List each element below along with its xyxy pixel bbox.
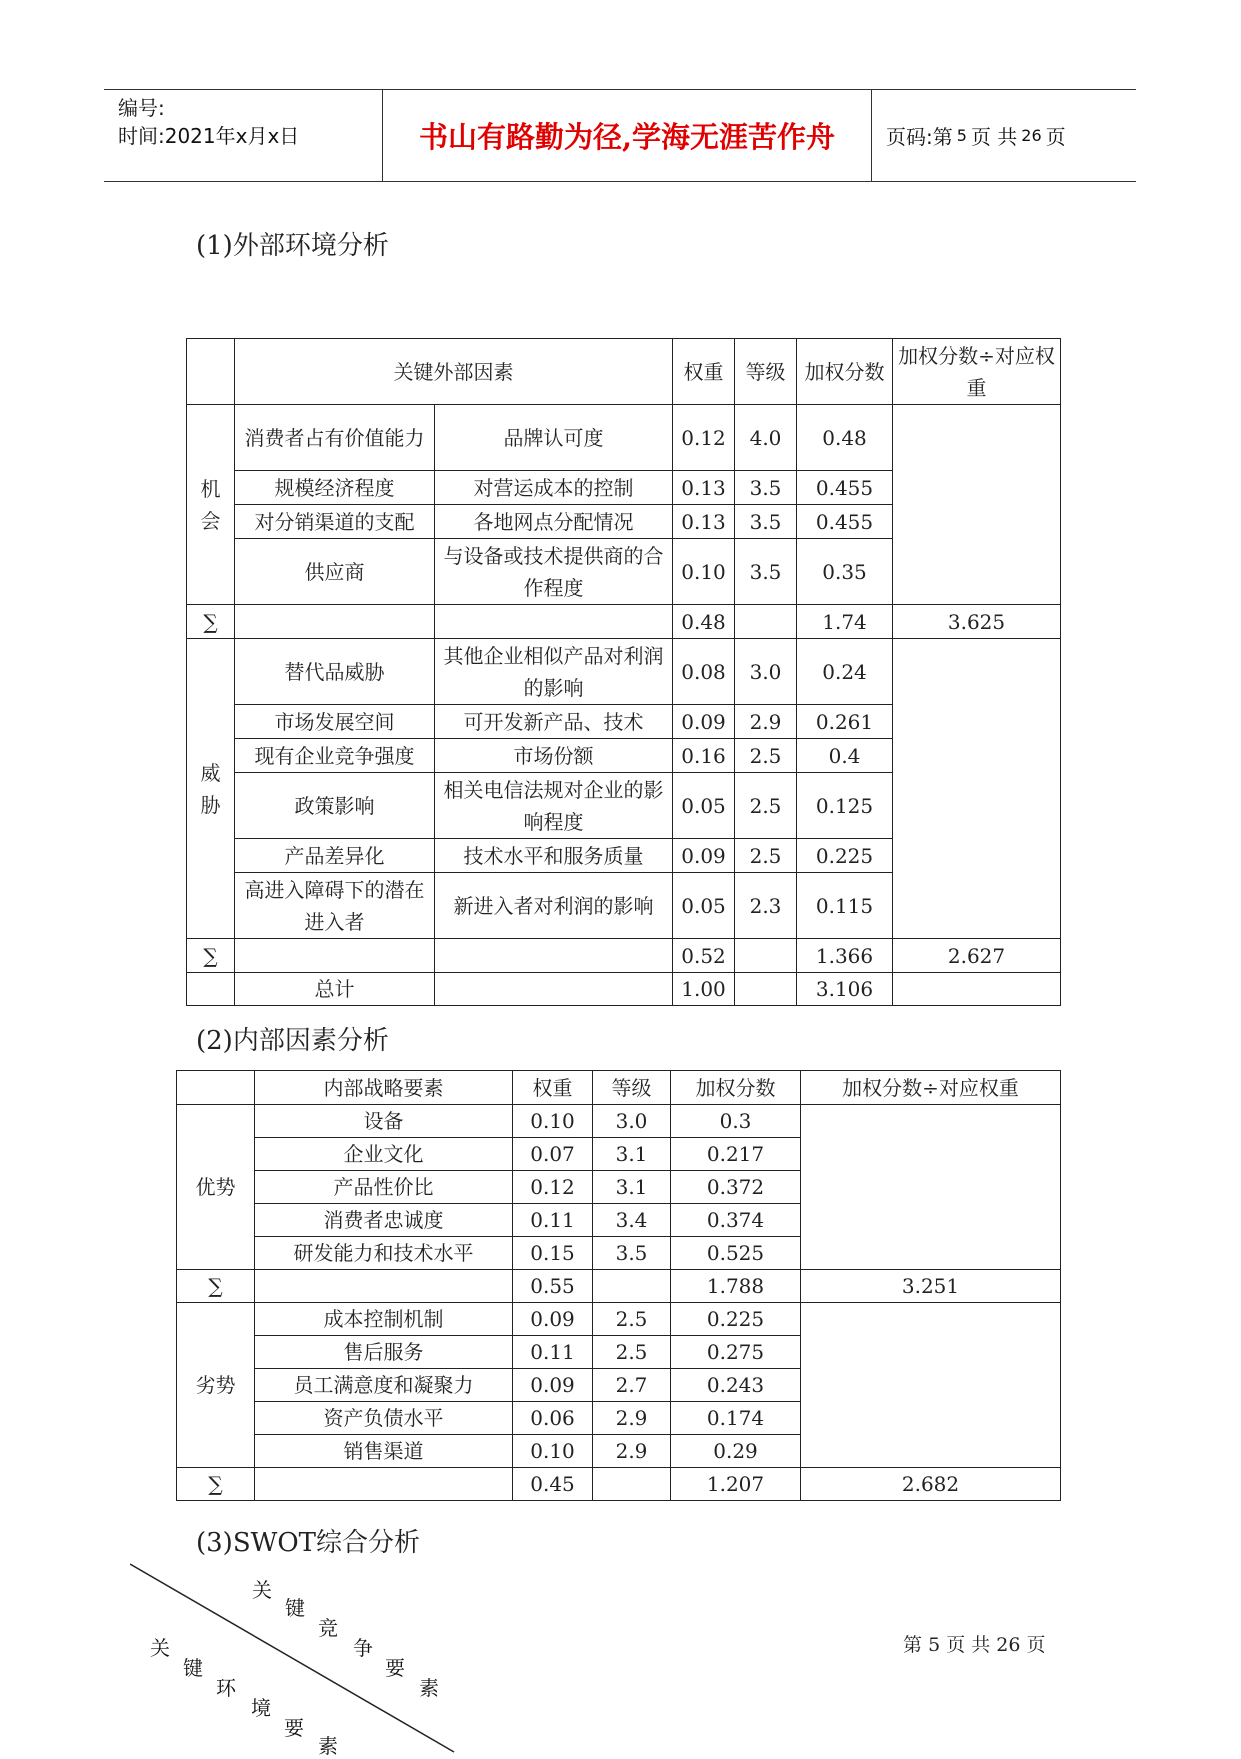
score-cell: 0.29 bbox=[671, 1435, 801, 1468]
total-row bbox=[187, 973, 1061, 1006]
weight-cell: 0.05 bbox=[673, 773, 735, 839]
factor-cell: 企业文化 bbox=[255, 1138, 513, 1171]
group-weakness: 劣势 bbox=[177, 1303, 255, 1468]
page-label-b: 页 共 bbox=[970, 125, 1018, 149]
factor-cell: 产品差异化 bbox=[235, 839, 435, 873]
table2-head-weight: 权重 bbox=[513, 1071, 593, 1105]
grade-cell: 2.7 bbox=[593, 1369, 671, 1402]
grade-cell: 2.5 bbox=[735, 839, 797, 873]
factor-cell: 产品性价比 bbox=[255, 1171, 513, 1204]
score-cell: 0.261 bbox=[797, 705, 893, 739]
internal-factors-table bbox=[176, 1070, 1061, 1501]
corner-top-char: 争 bbox=[353, 1636, 373, 1660]
factor-cell: 消费者占有价值能力 bbox=[235, 405, 435, 471]
group-strength: 优势 bbox=[177, 1105, 255, 1270]
weight-cell: 0.13 bbox=[673, 471, 735, 505]
factor-cell: 消费者忠诚度 bbox=[255, 1204, 513, 1237]
strength-sum-row bbox=[177, 1270, 1061, 1303]
table2-head-ratio: 加权分数÷对应权重 bbox=[801, 1071, 1061, 1105]
grade-cell: 2.5 bbox=[735, 773, 797, 839]
score-cell: 0.48 bbox=[797, 405, 893, 471]
empty-cell bbox=[255, 1270, 513, 1303]
weight-cell: 0.10 bbox=[673, 539, 735, 605]
table2-head-score: 加权分数 bbox=[671, 1071, 801, 1105]
corner-top-char: 键 bbox=[285, 1596, 305, 1620]
detail-cell: 其他企业相似产品对利润的影响 bbox=[435, 639, 673, 705]
weight-cell: 0.10 bbox=[513, 1435, 593, 1468]
total-weight-cell: 1.00 bbox=[673, 973, 735, 1006]
empty-cell bbox=[735, 605, 797, 639]
table1-corner-cell bbox=[187, 339, 235, 405]
score-cell: 0.115 bbox=[797, 873, 893, 939]
table2-head-factor: 内部战略要素 bbox=[255, 1071, 513, 1105]
corner-top-char: 要 bbox=[385, 1656, 405, 1680]
factor-cell: 资产负债水平 bbox=[255, 1402, 513, 1435]
weight-cell: 0.08 bbox=[673, 639, 735, 705]
score-cell: 0.35 bbox=[797, 539, 893, 605]
factor-cell: 成本控制机制 bbox=[255, 1303, 513, 1336]
page-label-c: 页 bbox=[1045, 125, 1066, 149]
sum-score-cell: 1.74 bbox=[797, 605, 893, 639]
factor-cell: 售后服务 bbox=[255, 1336, 513, 1369]
sum-weight-cell: 0.48 bbox=[673, 605, 735, 639]
weight-cell: 0.11 bbox=[513, 1336, 593, 1369]
grade-cell: 2.9 bbox=[593, 1435, 671, 1468]
weight-cell: 0.13 bbox=[673, 505, 735, 539]
grade-cell: 3.5 bbox=[735, 471, 797, 505]
grade-cell: 3.0 bbox=[735, 639, 797, 705]
sigma-cell: ∑ bbox=[177, 1270, 255, 1303]
empty-cell bbox=[187, 973, 235, 1006]
score-cell: 0.225 bbox=[797, 839, 893, 873]
page-number: 5 bbox=[956, 126, 967, 145]
score-cell: 0.455 bbox=[797, 505, 893, 539]
table-row bbox=[187, 405, 1061, 471]
detail-cell: 技术水平和服务质量 bbox=[435, 839, 673, 873]
sum-ratio-cell: 2.627 bbox=[893, 939, 1061, 973]
table2-corner-cell bbox=[177, 1071, 255, 1105]
threat-sum-row bbox=[187, 939, 1061, 973]
sigma-cell: ∑ bbox=[187, 605, 235, 639]
weight-cell: 0.09 bbox=[513, 1369, 593, 1402]
sigma-cell: ∑ bbox=[177, 1468, 255, 1501]
ratio-cell-empty bbox=[893, 405, 1061, 605]
weight-cell: 0.05 bbox=[673, 873, 735, 939]
table1-head-factor: 关键外部因素 bbox=[235, 339, 673, 405]
detail-cell: 相关电信法规对企业的影响程度 bbox=[435, 773, 673, 839]
opportunity-sum-row bbox=[187, 605, 1061, 639]
sum-score-cell: 1.788 bbox=[671, 1270, 801, 1303]
sum-ratio-cell: 2.682 bbox=[801, 1468, 1061, 1501]
weight-cell: 0.12 bbox=[673, 405, 735, 471]
ratio-cell-empty bbox=[801, 1303, 1061, 1468]
detail-cell: 与设备或技术提供商的合作程度 bbox=[435, 539, 673, 605]
grade-cell: 3.5 bbox=[735, 505, 797, 539]
empty-cell bbox=[235, 939, 435, 973]
factor-cell: 现有企业竞争强度 bbox=[235, 739, 435, 773]
score-cell: 0.455 bbox=[797, 471, 893, 505]
doc-time-label: 时间:2021年x月x日 bbox=[118, 124, 300, 148]
empty-cell bbox=[435, 939, 673, 973]
weakness-sum-row bbox=[177, 1468, 1061, 1501]
ratio-cell-empty bbox=[893, 639, 1061, 939]
group-threat: 威胁 bbox=[187, 639, 235, 939]
score-cell: 0.24 bbox=[797, 639, 893, 705]
table-row bbox=[177, 1303, 1061, 1336]
empty-cell bbox=[735, 973, 797, 1006]
weight-cell: 0.16 bbox=[673, 739, 735, 773]
sum-weight-cell: 0.45 bbox=[513, 1468, 593, 1501]
weight-cell: 0.10 bbox=[513, 1105, 593, 1138]
corner-bottom-char: 境 bbox=[251, 1696, 271, 1720]
weight-cell: 0.09 bbox=[673, 705, 735, 739]
corner-bottom-char: 键 bbox=[183, 1656, 203, 1680]
grade-cell: 2.9 bbox=[735, 705, 797, 739]
empty-cell bbox=[593, 1468, 671, 1501]
factor-cell: 市场发展空间 bbox=[235, 705, 435, 739]
factor-cell: 高进入障碍下的潜在进入者 bbox=[235, 873, 435, 939]
score-cell: 0.525 bbox=[671, 1237, 801, 1270]
grade-cell: 3.5 bbox=[735, 539, 797, 605]
detail-cell: 对营运成本的控制 bbox=[435, 471, 673, 505]
score-cell: 0.374 bbox=[671, 1204, 801, 1237]
header-meta bbox=[104, 90, 383, 181]
table1-head-weight: 权重 bbox=[673, 339, 735, 405]
grade-cell: 2.5 bbox=[593, 1336, 671, 1369]
factor-cell: 对分销渠道的支配 bbox=[235, 505, 435, 539]
table-row bbox=[187, 639, 1061, 705]
table1-head-grade: 等级 bbox=[735, 339, 797, 405]
corner-bottom-char: 关 bbox=[150, 1636, 170, 1660]
grade-cell: 4.0 bbox=[735, 405, 797, 471]
sum-ratio-cell: 3.251 bbox=[801, 1270, 1061, 1303]
corner-bottom-char: 要 bbox=[284, 1716, 304, 1740]
sum-score-cell: 1.366 bbox=[797, 939, 893, 973]
corner-top-char: 竞 bbox=[318, 1616, 338, 1640]
factor-cell: 供应商 bbox=[235, 539, 435, 605]
table1-header-row bbox=[187, 339, 1061, 405]
total-score-cell: 3.106 bbox=[797, 973, 893, 1006]
grade-cell: 3.5 bbox=[593, 1237, 671, 1270]
factor-cell: 设备 bbox=[255, 1105, 513, 1138]
grade-cell: 3.0 bbox=[593, 1105, 671, 1138]
footer-page-total: 26 bbox=[996, 1634, 1021, 1656]
empty-cell bbox=[893, 973, 1061, 1006]
doc-number-label: 编号: bbox=[118, 96, 165, 120]
corner-bottom-char: 环 bbox=[216, 1676, 236, 1700]
sigma-cell: ∑ bbox=[187, 939, 235, 973]
header-page-info bbox=[872, 90, 1136, 181]
detail-cell: 新进入者对利润的影响 bbox=[435, 873, 673, 939]
header-motto: 书山有路勤为径,学海无涯苦作舟 bbox=[383, 90, 872, 181]
factor-cell: 员工满意度和凝聚力 bbox=[255, 1369, 513, 1402]
weight-cell: 0.15 bbox=[513, 1237, 593, 1270]
factor-cell: 替代品威胁 bbox=[235, 639, 435, 705]
ratio-cell-empty bbox=[801, 1105, 1061, 1270]
empty-cell bbox=[255, 1468, 513, 1501]
footer-label-a: 第 bbox=[903, 1634, 923, 1656]
weight-cell: 0.11 bbox=[513, 1204, 593, 1237]
corner-bottom-char: 素 bbox=[318, 1734, 338, 1758]
total-label-cell: 总计 bbox=[235, 973, 435, 1006]
page-label-a: 页码:第 bbox=[886, 125, 953, 149]
sum-score-cell: 1.207 bbox=[671, 1468, 801, 1501]
score-cell: 0.217 bbox=[671, 1138, 801, 1171]
weight-cell: 0.12 bbox=[513, 1171, 593, 1204]
factor-cell: 政策影响 bbox=[235, 773, 435, 839]
grade-cell: 2.9 bbox=[593, 1402, 671, 1435]
grade-cell: 3.1 bbox=[593, 1138, 671, 1171]
section-2-title: (2)内部因素分析 bbox=[196, 1026, 389, 1056]
detail-cell: 品牌认可度 bbox=[435, 405, 673, 471]
score-cell: 0.4 bbox=[797, 739, 893, 773]
table1-head-ratio: 加权分数÷对应权重 bbox=[893, 339, 1061, 405]
grade-cell: 2.3 bbox=[735, 873, 797, 939]
empty-cell bbox=[735, 939, 797, 973]
page-total: 26 bbox=[1021, 126, 1042, 145]
section-3-title: (3)SWOT综合分析 bbox=[196, 1528, 421, 1558]
group-opportunity: 机会 bbox=[187, 405, 235, 605]
footer-page-number: 5 bbox=[928, 1634, 941, 1656]
score-cell: 0.372 bbox=[671, 1171, 801, 1204]
score-cell: 0.125 bbox=[797, 773, 893, 839]
sum-weight-cell: 0.55 bbox=[513, 1270, 593, 1303]
empty-cell bbox=[435, 973, 673, 1006]
factor-cell: 销售渠道 bbox=[255, 1435, 513, 1468]
section-1-title: (1)外部环境分析 bbox=[196, 231, 389, 261]
score-cell: 0.3 bbox=[671, 1105, 801, 1138]
score-cell: 0.225 bbox=[671, 1303, 801, 1336]
weight-cell: 0.09 bbox=[513, 1303, 593, 1336]
grade-cell: 3.1 bbox=[593, 1171, 671, 1204]
factor-cell: 规模经济程度 bbox=[235, 471, 435, 505]
table2-head-grade: 等级 bbox=[593, 1071, 671, 1105]
weight-cell: 0.09 bbox=[673, 839, 735, 873]
weight-cell: 0.07 bbox=[513, 1138, 593, 1171]
table1-head-score: 加权分数 bbox=[797, 339, 893, 405]
empty-cell bbox=[593, 1270, 671, 1303]
table-row bbox=[177, 1105, 1061, 1138]
sum-weight-cell: 0.52 bbox=[673, 939, 735, 973]
weight-cell: 0.06 bbox=[513, 1402, 593, 1435]
score-cell: 0.174 bbox=[671, 1402, 801, 1435]
grade-cell: 2.5 bbox=[593, 1303, 671, 1336]
grade-cell: 2.5 bbox=[735, 739, 797, 773]
sum-ratio-cell: 3.625 bbox=[893, 605, 1061, 639]
score-cell: 0.275 bbox=[671, 1336, 801, 1369]
score-cell: 0.243 bbox=[671, 1369, 801, 1402]
footer-label-c: 页 bbox=[1026, 1634, 1046, 1656]
empty-cell bbox=[435, 605, 673, 639]
page-header bbox=[104, 89, 1136, 182]
factor-cell: 研发能力和技术水平 bbox=[255, 1237, 513, 1270]
page-footer bbox=[903, 1630, 1046, 1657]
empty-cell bbox=[235, 605, 435, 639]
detail-cell: 各地网点分配情况 bbox=[435, 505, 673, 539]
detail-cell: 市场份额 bbox=[435, 739, 673, 773]
external-factors-table bbox=[186, 338, 1061, 1006]
footer-label-b: 页 共 bbox=[946, 1634, 991, 1656]
corner-top-char: 关 bbox=[252, 1578, 272, 1602]
grade-cell: 3.4 bbox=[593, 1204, 671, 1237]
corner-top-char: 素 bbox=[419, 1676, 439, 1700]
table2-header-row bbox=[177, 1071, 1061, 1105]
detail-cell: 可开发新产品、技术 bbox=[435, 705, 673, 739]
